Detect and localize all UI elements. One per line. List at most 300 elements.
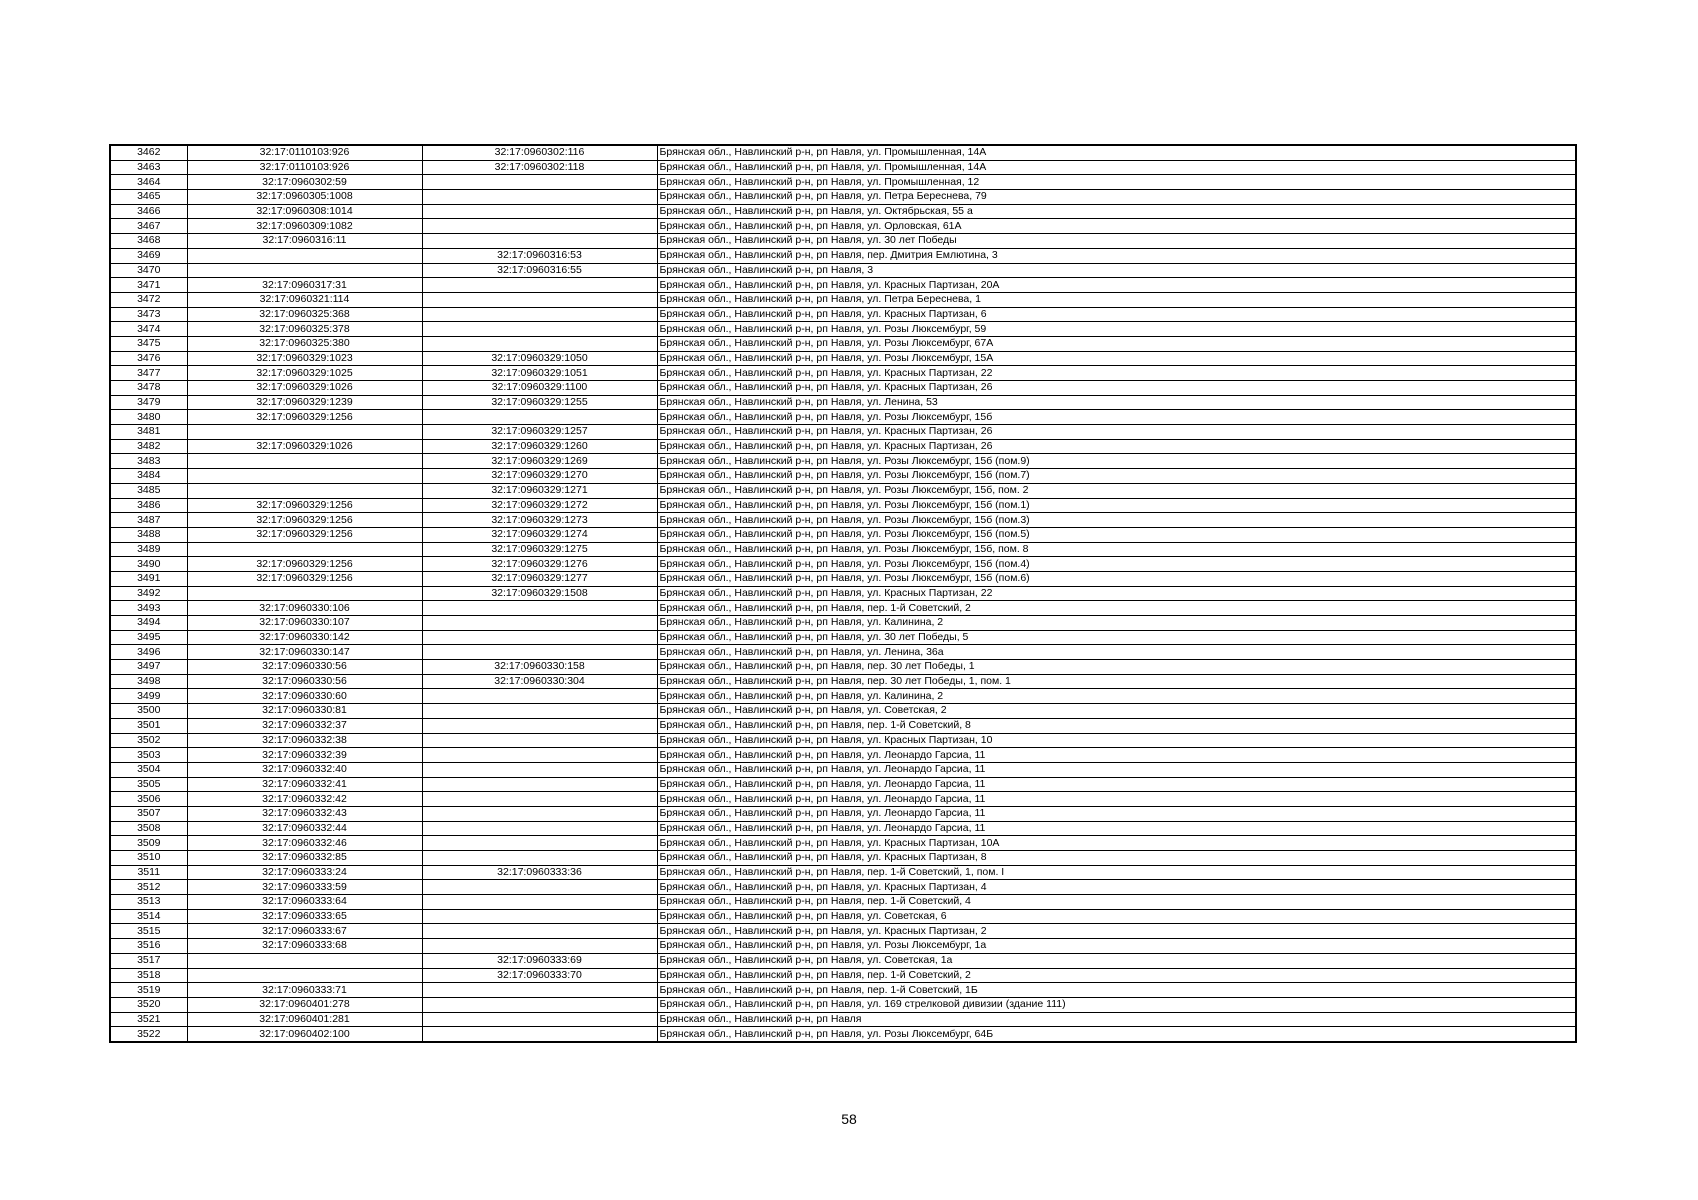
parcel-number-cell: 32:17:0960309:1082 (187, 219, 422, 234)
address-cell: Брянская обл., Навлинский р-н, рп Навля, ул. Красных Партизан, 20А (657, 278, 1576, 293)
address-cell: Брянская обл., Навлинский р-н, рп Навля, ул. Ленина, 36а (657, 645, 1576, 660)
building-number-cell: 32:17:0960329:1272 (422, 498, 657, 513)
row-number-cell: 3462 (110, 145, 187, 160)
building-number-cell (422, 630, 657, 645)
row-number-cell: 3511 (110, 865, 187, 880)
address-cell: Брянская обл., Навлинский р-н, рп Навля, ул. Розы Люксембург, 67А (657, 336, 1576, 351)
table-row (110, 880, 1576, 895)
address-cell: Брянская обл., Навлинский р-н, рп Навля, пер. 1-й Советский, 1, пом. I (657, 865, 1576, 880)
table-row (110, 571, 1576, 586)
address-cell: Брянская обл., Навлинский р-н, рп Навля, ул. Красных Партизан, 26 (657, 439, 1576, 454)
parcel-number-cell: 32:17:0960330:60 (187, 689, 422, 704)
table-row (110, 336, 1576, 351)
building-number-cell (422, 1012, 657, 1027)
table-row (110, 175, 1576, 190)
building-number-cell (422, 777, 657, 792)
building-number-cell (422, 645, 657, 660)
building-number-cell (422, 234, 657, 249)
table-row (110, 263, 1576, 278)
address-cell: Брянская обл., Навлинский р-н, рп Навля, пер. 1-й Советский, 2 (657, 968, 1576, 983)
row-number-cell: 3481 (110, 425, 187, 440)
row-number-cell: 3518 (110, 968, 187, 983)
table-row (110, 513, 1576, 528)
row-number-cell: 3483 (110, 454, 187, 469)
building-number-cell: 32:17:0960333:36 (422, 865, 657, 880)
building-number-cell: 32:17:0960329:1260 (422, 439, 657, 454)
table-row (110, 601, 1576, 616)
address-cell: Брянская обл., Навлинский р-н, рп Навля, ул. Красных Партизан, 10А (657, 836, 1576, 851)
row-number-cell: 3463 (110, 160, 187, 175)
row-number-cell: 3464 (110, 175, 187, 190)
building-number-cell: 32:17:0960329:1257 (422, 425, 657, 440)
row-number-cell: 3488 (110, 527, 187, 542)
parcel-number-cell: 32:17:0960330:142 (187, 630, 422, 645)
row-number-cell: 3514 (110, 909, 187, 924)
table-row (110, 483, 1576, 498)
cadastral-table (109, 144, 1577, 1043)
table-row (110, 395, 1576, 410)
row-number-cell: 3486 (110, 498, 187, 513)
parcel-number-cell: 32:17:0960325:380 (187, 336, 422, 351)
table-row (110, 821, 1576, 836)
parcel-number-cell: 32:17:0960329:1256 (187, 571, 422, 586)
parcel-number-cell: 32:17:0960333:24 (187, 865, 422, 880)
table-row (110, 586, 1576, 601)
row-number-cell: 3499 (110, 689, 187, 704)
row-number-cell: 3510 (110, 851, 187, 866)
row-number-cell: 3513 (110, 895, 187, 910)
table-row (110, 292, 1576, 307)
parcel-number-cell: 32:17:0960333:68 (187, 939, 422, 954)
building-number-cell: 32:17:0960329:1269 (422, 454, 657, 469)
table-row (110, 219, 1576, 234)
address-cell: Брянская обл., Навлинский р-н, рп Навля, ул. Советская, 2 (657, 704, 1576, 719)
address-cell: Брянская обл., Навлинский р-н, рп Навля, ул. Розы Люксембург, 15б (пом.7) (657, 469, 1576, 484)
row-number-cell: 3503 (110, 748, 187, 763)
table-row (110, 983, 1576, 998)
building-number-cell: 32:17:0960316:53 (422, 248, 657, 263)
table-row (110, 895, 1576, 910)
table-row (110, 410, 1576, 425)
address-cell: Брянская обл., Навлинский р-н, рп Навля, ул. Красных Партизан, 22 (657, 366, 1576, 381)
row-number-cell: 3469 (110, 248, 187, 263)
row-number-cell: 3515 (110, 924, 187, 939)
parcel-number-cell: 32:17:0960333:71 (187, 983, 422, 998)
parcel-number-cell: 32:17:0960325:368 (187, 307, 422, 322)
parcel-number-cell: 32:17:0960332:85 (187, 851, 422, 866)
row-number-cell: 3485 (110, 483, 187, 498)
row-number-cell: 3478 (110, 381, 187, 396)
row-number-cell: 3508 (110, 821, 187, 836)
parcel-number-cell (187, 248, 422, 263)
table-row (110, 145, 1576, 160)
building-number-cell (422, 836, 657, 851)
table-row (110, 454, 1576, 469)
building-number-cell (422, 410, 657, 425)
address-cell: Брянская обл., Навлинский р-н, рп Навля, ул. Красных Партизан, 22 (657, 586, 1576, 601)
address-cell: Брянская обл., Навлинский р-н, рп Навля, пер. 30 лет Победы, 1 (657, 660, 1576, 675)
building-number-cell (422, 616, 657, 631)
address-cell: Брянская обл., Навлинский р-н, рп Навля, пер. 1-й Советский, 1Б (657, 983, 1576, 998)
address-cell: Брянская обл., Навлинский р-н, рп Навля, пер. 1-й Советский, 4 (657, 895, 1576, 910)
row-number-cell: 3472 (110, 292, 187, 307)
table-row (110, 836, 1576, 851)
parcel-number-cell: 32:17:0960330:147 (187, 645, 422, 660)
parcel-number-cell (187, 586, 422, 601)
parcel-number-cell: 32:17:0960332:37 (187, 718, 422, 733)
address-cell: Брянская обл., Навлинский р-н, рп Навля, ул. Розы Люксембург, 15б (пом.3) (657, 513, 1576, 528)
parcel-number-cell: 32:17:0110103:926 (187, 145, 422, 160)
table-row (110, 689, 1576, 704)
building-number-cell: 32:17:0960329:1275 (422, 542, 657, 557)
address-cell: Брянская обл., Навлинский р-н, рп Навля, ул. Розы Люксембург, 64Б (657, 1027, 1576, 1042)
parcel-number-cell: 32:17:0960329:1256 (187, 557, 422, 572)
building-number-cell (422, 292, 657, 307)
table-row (110, 351, 1576, 366)
address-cell: Брянская обл., Навлинский р-н, рп Навля, ул. Калинина, 2 (657, 689, 1576, 704)
address-cell: Брянская обл., Навлинский р-н, рп Навля, ул. Розы Люксембург, 15б (пом.9) (657, 454, 1576, 469)
parcel-number-cell: 32:17:0960329:1256 (187, 498, 422, 513)
address-cell: Брянская обл., Навлинский р-н, рп Навля, пер. 30 лет Победы, 1, пом. 1 (657, 674, 1576, 689)
parcel-number-cell: 32:17:0960325:378 (187, 322, 422, 337)
building-number-cell (422, 175, 657, 190)
parcel-number-cell (187, 968, 422, 983)
address-cell: Брянская обл., Навлинский р-н, рп Навля, ул. Розы Люксембург, 1а (657, 939, 1576, 954)
table-row (110, 777, 1576, 792)
parcel-number-cell (187, 263, 422, 278)
parcel-number-cell: 32:17:0960333:65 (187, 909, 422, 924)
building-number-cell (422, 689, 657, 704)
table-row (110, 248, 1576, 263)
row-number-cell: 3465 (110, 190, 187, 205)
parcel-number-cell: 32:17:0960330:106 (187, 601, 422, 616)
building-number-cell (422, 748, 657, 763)
address-cell: Брянская обл., Навлинский р-н, рп Навля, ул. Розы Люксембург, 15А (657, 351, 1576, 366)
address-cell: Брянская обл., Навлинский р-н, рп Навля, ул. Розы Люксембург, 15б (пом.1) (657, 498, 1576, 513)
address-cell: Брянская обл., Навлинский р-н, рп Навля, ул. Промышленная, 14А (657, 160, 1576, 175)
table-row (110, 748, 1576, 763)
building-number-cell (422, 718, 657, 733)
row-number-cell: 3498 (110, 674, 187, 689)
table-row (110, 381, 1576, 396)
address-cell: Брянская обл., Навлинский р-н, рп Навля, ул. Леонардо Гарсиа, 11 (657, 821, 1576, 836)
building-number-cell: 32:17:0960329:1050 (422, 351, 657, 366)
row-number-cell: 3495 (110, 630, 187, 645)
parcel-number-cell: 32:17:0960329:1239 (187, 395, 422, 410)
address-cell: Брянская обл., Навлинский р-н, рп Навля, пер. 1-й Советский, 2 (657, 601, 1576, 616)
parcel-number-cell: 32:17:0960329:1026 (187, 381, 422, 396)
row-number-cell: 3502 (110, 733, 187, 748)
parcel-number-cell: 32:17:0960401:281 (187, 1012, 422, 1027)
building-number-cell: 32:17:0960329:1508 (422, 586, 657, 601)
table-row (110, 851, 1576, 866)
parcel-number-cell: 32:17:0960330:56 (187, 674, 422, 689)
row-number-cell: 3475 (110, 336, 187, 351)
building-number-cell (422, 909, 657, 924)
building-number-cell (422, 1027, 657, 1042)
building-number-cell: 32:17:0960333:70 (422, 968, 657, 983)
address-cell: Брянская обл., Навлинский р-н, рп Навля, ул. Розы Люксембург, 15б (пом.6) (657, 571, 1576, 586)
building-number-cell (422, 895, 657, 910)
address-cell: Брянская обл., Навлинский р-н, рп Навля, ул. 30 лет Победы, 5 (657, 630, 1576, 645)
row-number-cell: 3473 (110, 307, 187, 322)
table-row (110, 425, 1576, 440)
address-cell: Брянская обл., Навлинский р-н, рп Навля, ул. Розы Люксембург, 15б, пом. 2 (657, 483, 1576, 498)
row-number-cell: 3497 (110, 660, 187, 675)
address-cell: Брянская обл., Навлинский р-н, рп Навля, ул. Розы Люксембург, 59 (657, 322, 1576, 337)
building-number-cell (422, 762, 657, 777)
parcel-number-cell (187, 469, 422, 484)
address-cell: Брянская обл., Навлинский р-н, рп Навля, ул. Розы Люксембург, 15б (657, 410, 1576, 425)
row-number-cell: 3493 (110, 601, 187, 616)
building-number-cell: 32:17:0960329:1270 (422, 469, 657, 484)
parcel-number-cell: 32:17:0110103:926 (187, 160, 422, 175)
building-number-cell (422, 880, 657, 895)
table-row (110, 234, 1576, 249)
table-row (110, 542, 1576, 557)
row-number-cell: 3470 (110, 263, 187, 278)
table-row (110, 865, 1576, 880)
address-cell: Брянская обл., Навлинский р-н, рп Навля, ул. Красных Партизан, 10 (657, 733, 1576, 748)
table-row (110, 1012, 1576, 1027)
parcel-number-cell (187, 454, 422, 469)
parcel-number-cell: 32:17:0960332:46 (187, 836, 422, 851)
address-cell: Брянская обл., Навлинский р-н, рп Навля, ул. Леонардо Гарсиа, 11 (657, 792, 1576, 807)
row-number-cell: 3474 (110, 322, 187, 337)
parcel-number-cell: 32:17:0960401:278 (187, 997, 422, 1012)
building-number-cell: 32:17:0960329:1276 (422, 557, 657, 572)
row-number-cell: 3496 (110, 645, 187, 660)
row-number-cell: 3477 (110, 366, 187, 381)
row-number-cell: 3484 (110, 469, 187, 484)
table-row (110, 704, 1576, 719)
row-number-cell: 3471 (110, 278, 187, 293)
row-number-cell: 3520 (110, 997, 187, 1012)
row-number-cell: 3476 (110, 351, 187, 366)
table-row (110, 307, 1576, 322)
parcel-number-cell: 32:17:0960332:38 (187, 733, 422, 748)
building-number-cell: 32:17:0960330:304 (422, 674, 657, 689)
address-cell: Брянская обл., Навлинский р-н, рп Навля, пер. 1-й Советский, 8 (657, 718, 1576, 733)
table-row (110, 733, 1576, 748)
building-number-cell: 32:17:0960329:1274 (422, 527, 657, 542)
table-body (110, 145, 1576, 1042)
parcel-number-cell: 32:17:0960316:11 (187, 234, 422, 249)
row-number-cell: 3467 (110, 219, 187, 234)
building-number-cell: 32:17:0960330:158 (422, 660, 657, 675)
address-cell: Брянская обл., Навлинский р-н, рп Навля, ул. Розы Люксембург, 15б (пом.4) (657, 557, 1576, 572)
building-number-cell: 32:17:0960329:1255 (422, 395, 657, 410)
table-row (110, 498, 1576, 513)
building-number-cell (422, 336, 657, 351)
address-cell: Брянская обл., Навлинский р-н, рп Навля, ул. Красных Партизан, 8 (657, 851, 1576, 866)
parcel-number-cell: 32:17:0960332:39 (187, 748, 422, 763)
address-cell: Брянская обл., Навлинский р-н, рп Навля, ул. Леонардо Гарсиа, 11 (657, 806, 1576, 821)
building-number-cell: 32:17:0960302:116 (422, 145, 657, 160)
row-number-cell: 3468 (110, 234, 187, 249)
parcel-number-cell: 32:17:0960332:44 (187, 821, 422, 836)
parcel-number-cell: 32:17:0960332:41 (187, 777, 422, 792)
parcel-number-cell: 32:17:0960402:100 (187, 1027, 422, 1042)
table-row (110, 204, 1576, 219)
address-cell: Брянская обл., Навлинский р-н, рп Навля, ул. Советская, 1а (657, 953, 1576, 968)
row-number-cell: 3480 (110, 410, 187, 425)
table-row (110, 616, 1576, 631)
row-number-cell: 3509 (110, 836, 187, 851)
parcel-number-cell: 32:17:0960332:43 (187, 806, 422, 821)
table-row (110, 909, 1576, 924)
table-row (110, 557, 1576, 572)
building-number-cell (422, 322, 657, 337)
parcel-number-cell (187, 483, 422, 498)
parcel-number-cell: 32:17:0960317:31 (187, 278, 422, 293)
table-row (110, 924, 1576, 939)
row-number-cell: 3506 (110, 792, 187, 807)
table-row (110, 322, 1576, 337)
table-row (110, 1027, 1576, 1042)
row-number-cell: 3505 (110, 777, 187, 792)
address-cell: Брянская обл., Навлинский р-н, рп Навля, ул. Промышленная, 12 (657, 175, 1576, 190)
address-cell: Брянская обл., Навлинский р-н, рп Навля, ул. Розы Люксембург, 15б, пом. 8 (657, 542, 1576, 557)
parcel-number-cell: 32:17:0960330:81 (187, 704, 422, 719)
parcel-number-cell: 32:17:0960329:1256 (187, 410, 422, 425)
table-row (110, 968, 1576, 983)
address-cell: Брянская обл., Навлинский р-н, рп Навля, ул. Промышленная, 14А (657, 145, 1576, 160)
building-number-cell (422, 821, 657, 836)
building-number-cell (422, 704, 657, 719)
building-number-cell: 32:17:0960302:118 (422, 160, 657, 175)
parcel-number-cell: 32:17:0960321:114 (187, 292, 422, 307)
table-row (110, 630, 1576, 645)
table-row (110, 278, 1576, 293)
row-number-cell: 3494 (110, 616, 187, 631)
address-cell: Брянская обл., Навлинский р-н, рп Навля, ул. Петра Береснева, 1 (657, 292, 1576, 307)
parcel-number-cell: 32:17:0960329:1026 (187, 439, 422, 454)
table-row (110, 160, 1576, 175)
table-row (110, 674, 1576, 689)
address-cell: Брянская обл., Навлинский р-н, рп Навля, ул. Розы Люксембург, 15б (пом.5) (657, 527, 1576, 542)
address-cell: Брянская обл., Навлинский р-н, рп Навля, ул. 169 стрелковой дивизии (здание 111) (657, 997, 1576, 1012)
address-cell: Брянская обл., Навлинский р-н, рп Навля, ул. Красных Партизан, 26 (657, 381, 1576, 396)
table-row (110, 792, 1576, 807)
parcel-number-cell: 32:17:0960333:64 (187, 895, 422, 910)
row-number-cell: 3504 (110, 762, 187, 777)
row-number-cell: 3491 (110, 571, 187, 586)
address-cell: Брянская обл., Навлинский р-н, рп Навля, ул. Октябрьская, 55 а (657, 204, 1576, 219)
address-cell: Брянская обл., Навлинский р-н, рп Навля, ул. Красных Партизан, 2 (657, 924, 1576, 939)
building-number-cell: 32:17:0960329:1100 (422, 381, 657, 396)
row-number-cell: 3479 (110, 395, 187, 410)
building-number-cell: 32:17:0960333:69 (422, 953, 657, 968)
building-number-cell: 32:17:0960329:1051 (422, 366, 657, 381)
address-cell: Брянская обл., Навлинский р-н, рп Навля, ул. Красных Партизан, 4 (657, 880, 1576, 895)
table-row (110, 762, 1576, 777)
parcel-number-cell: 32:17:0960329:1256 (187, 513, 422, 528)
parcel-number-cell: 32:17:0960332:42 (187, 792, 422, 807)
building-number-cell (422, 851, 657, 866)
building-number-cell (422, 601, 657, 616)
parcel-number-cell: 32:17:0960308:1014 (187, 204, 422, 219)
address-cell: Брянская обл., Навлинский р-н, рп Навля, ул. 30 лет Победы (657, 234, 1576, 249)
building-number-cell (422, 806, 657, 821)
address-cell: Брянская обл., Навлинский р-н, рп Навля, 3 (657, 263, 1576, 278)
parcel-number-cell: 32:17:0960329:1256 (187, 527, 422, 542)
table-row (110, 190, 1576, 205)
parcel-number-cell: 32:17:0960302:59 (187, 175, 422, 190)
address-cell: Брянская обл., Навлинский р-н, рп Навля, ул. Калинина, 2 (657, 616, 1576, 631)
building-number-cell (422, 278, 657, 293)
row-number-cell: 3517 (110, 953, 187, 968)
building-number-cell (422, 997, 657, 1012)
row-number-cell: 3489 (110, 542, 187, 557)
parcel-number-cell (187, 542, 422, 557)
address-cell: Брянская обл., Навлинский р-н, рп Навля, ул. Красных Партизан, 26 (657, 425, 1576, 440)
row-number-cell: 3492 (110, 586, 187, 601)
parcel-number-cell: 32:17:0960330:107 (187, 616, 422, 631)
row-number-cell: 3482 (110, 439, 187, 454)
row-number-cell: 3522 (110, 1027, 187, 1042)
address-cell: Брянская обл., Навлинский р-н, рп Навля, пер. Дмитрия Емлютина, 3 (657, 248, 1576, 263)
parcel-number-cell: 32:17:0960330:56 (187, 660, 422, 675)
address-cell: Брянская обл., Навлинский р-н, рп Навля, ул. Леонардо Гарсиа, 11 (657, 777, 1576, 792)
building-number-cell (422, 219, 657, 234)
address-cell: Брянская обл., Навлинский р-н, рп Навля, ул. Красных Партизан, 6 (657, 307, 1576, 322)
building-number-cell: 32:17:0960329:1277 (422, 571, 657, 586)
table-row (110, 997, 1576, 1012)
row-number-cell: 3507 (110, 806, 187, 821)
building-number-cell: 32:17:0960329:1271 (422, 483, 657, 498)
building-number-cell (422, 983, 657, 998)
table-row (110, 527, 1576, 542)
table-row (110, 806, 1576, 821)
address-cell: Брянская обл., Навлинский р-н, рп Навля, ул. Петра Береснева, 79 (657, 190, 1576, 205)
parcel-number-cell (187, 953, 422, 968)
table-row (110, 469, 1576, 484)
address-cell: Брянская обл., Навлинский р-н, рп Навля, ул. Советская, 6 (657, 909, 1576, 924)
address-cell: Брянская обл., Навлинский р-н, рп Навля, ул. Ленина, 53 (657, 395, 1576, 410)
table-row (110, 366, 1576, 381)
address-cell: Брянская обл., Навлинский р-н, рп Навля, ул. Леонардо Гарсиа, 11 (657, 748, 1576, 763)
row-number-cell: 3466 (110, 204, 187, 219)
building-number-cell (422, 190, 657, 205)
building-number-cell (422, 204, 657, 219)
building-number-cell (422, 924, 657, 939)
table-row (110, 439, 1576, 454)
row-number-cell: 3500 (110, 704, 187, 719)
parcel-number-cell: 32:17:0960305:1008 (187, 190, 422, 205)
address-cell: Брянская обл., Навлинский р-н, рп Навля (657, 1012, 1576, 1027)
parcel-number-cell: 32:17:0960329:1023 (187, 351, 422, 366)
building-number-cell (422, 307, 657, 322)
table-row (110, 718, 1576, 733)
row-number-cell: 3521 (110, 1012, 187, 1027)
address-cell: Брянская обл., Навлинский р-н, рп Навля, ул. Леонардо Гарсиа, 11 (657, 762, 1576, 777)
table-row (110, 660, 1576, 675)
table-row (110, 939, 1576, 954)
row-number-cell: 3501 (110, 718, 187, 733)
building-number-cell (422, 792, 657, 807)
parcel-number-cell: 32:17:0960333:59 (187, 880, 422, 895)
parcel-number-cell: 32:17:0960333:67 (187, 924, 422, 939)
row-number-cell: 3516 (110, 939, 187, 954)
row-number-cell: 3512 (110, 880, 187, 895)
row-number-cell: 3490 (110, 557, 187, 572)
parcel-number-cell: 32:17:0960329:1025 (187, 366, 422, 381)
parcel-number-cell: 32:17:0960332:40 (187, 762, 422, 777)
row-number-cell: 3487 (110, 513, 187, 528)
building-number-cell (422, 733, 657, 748)
building-number-cell: 32:17:0960329:1273 (422, 513, 657, 528)
